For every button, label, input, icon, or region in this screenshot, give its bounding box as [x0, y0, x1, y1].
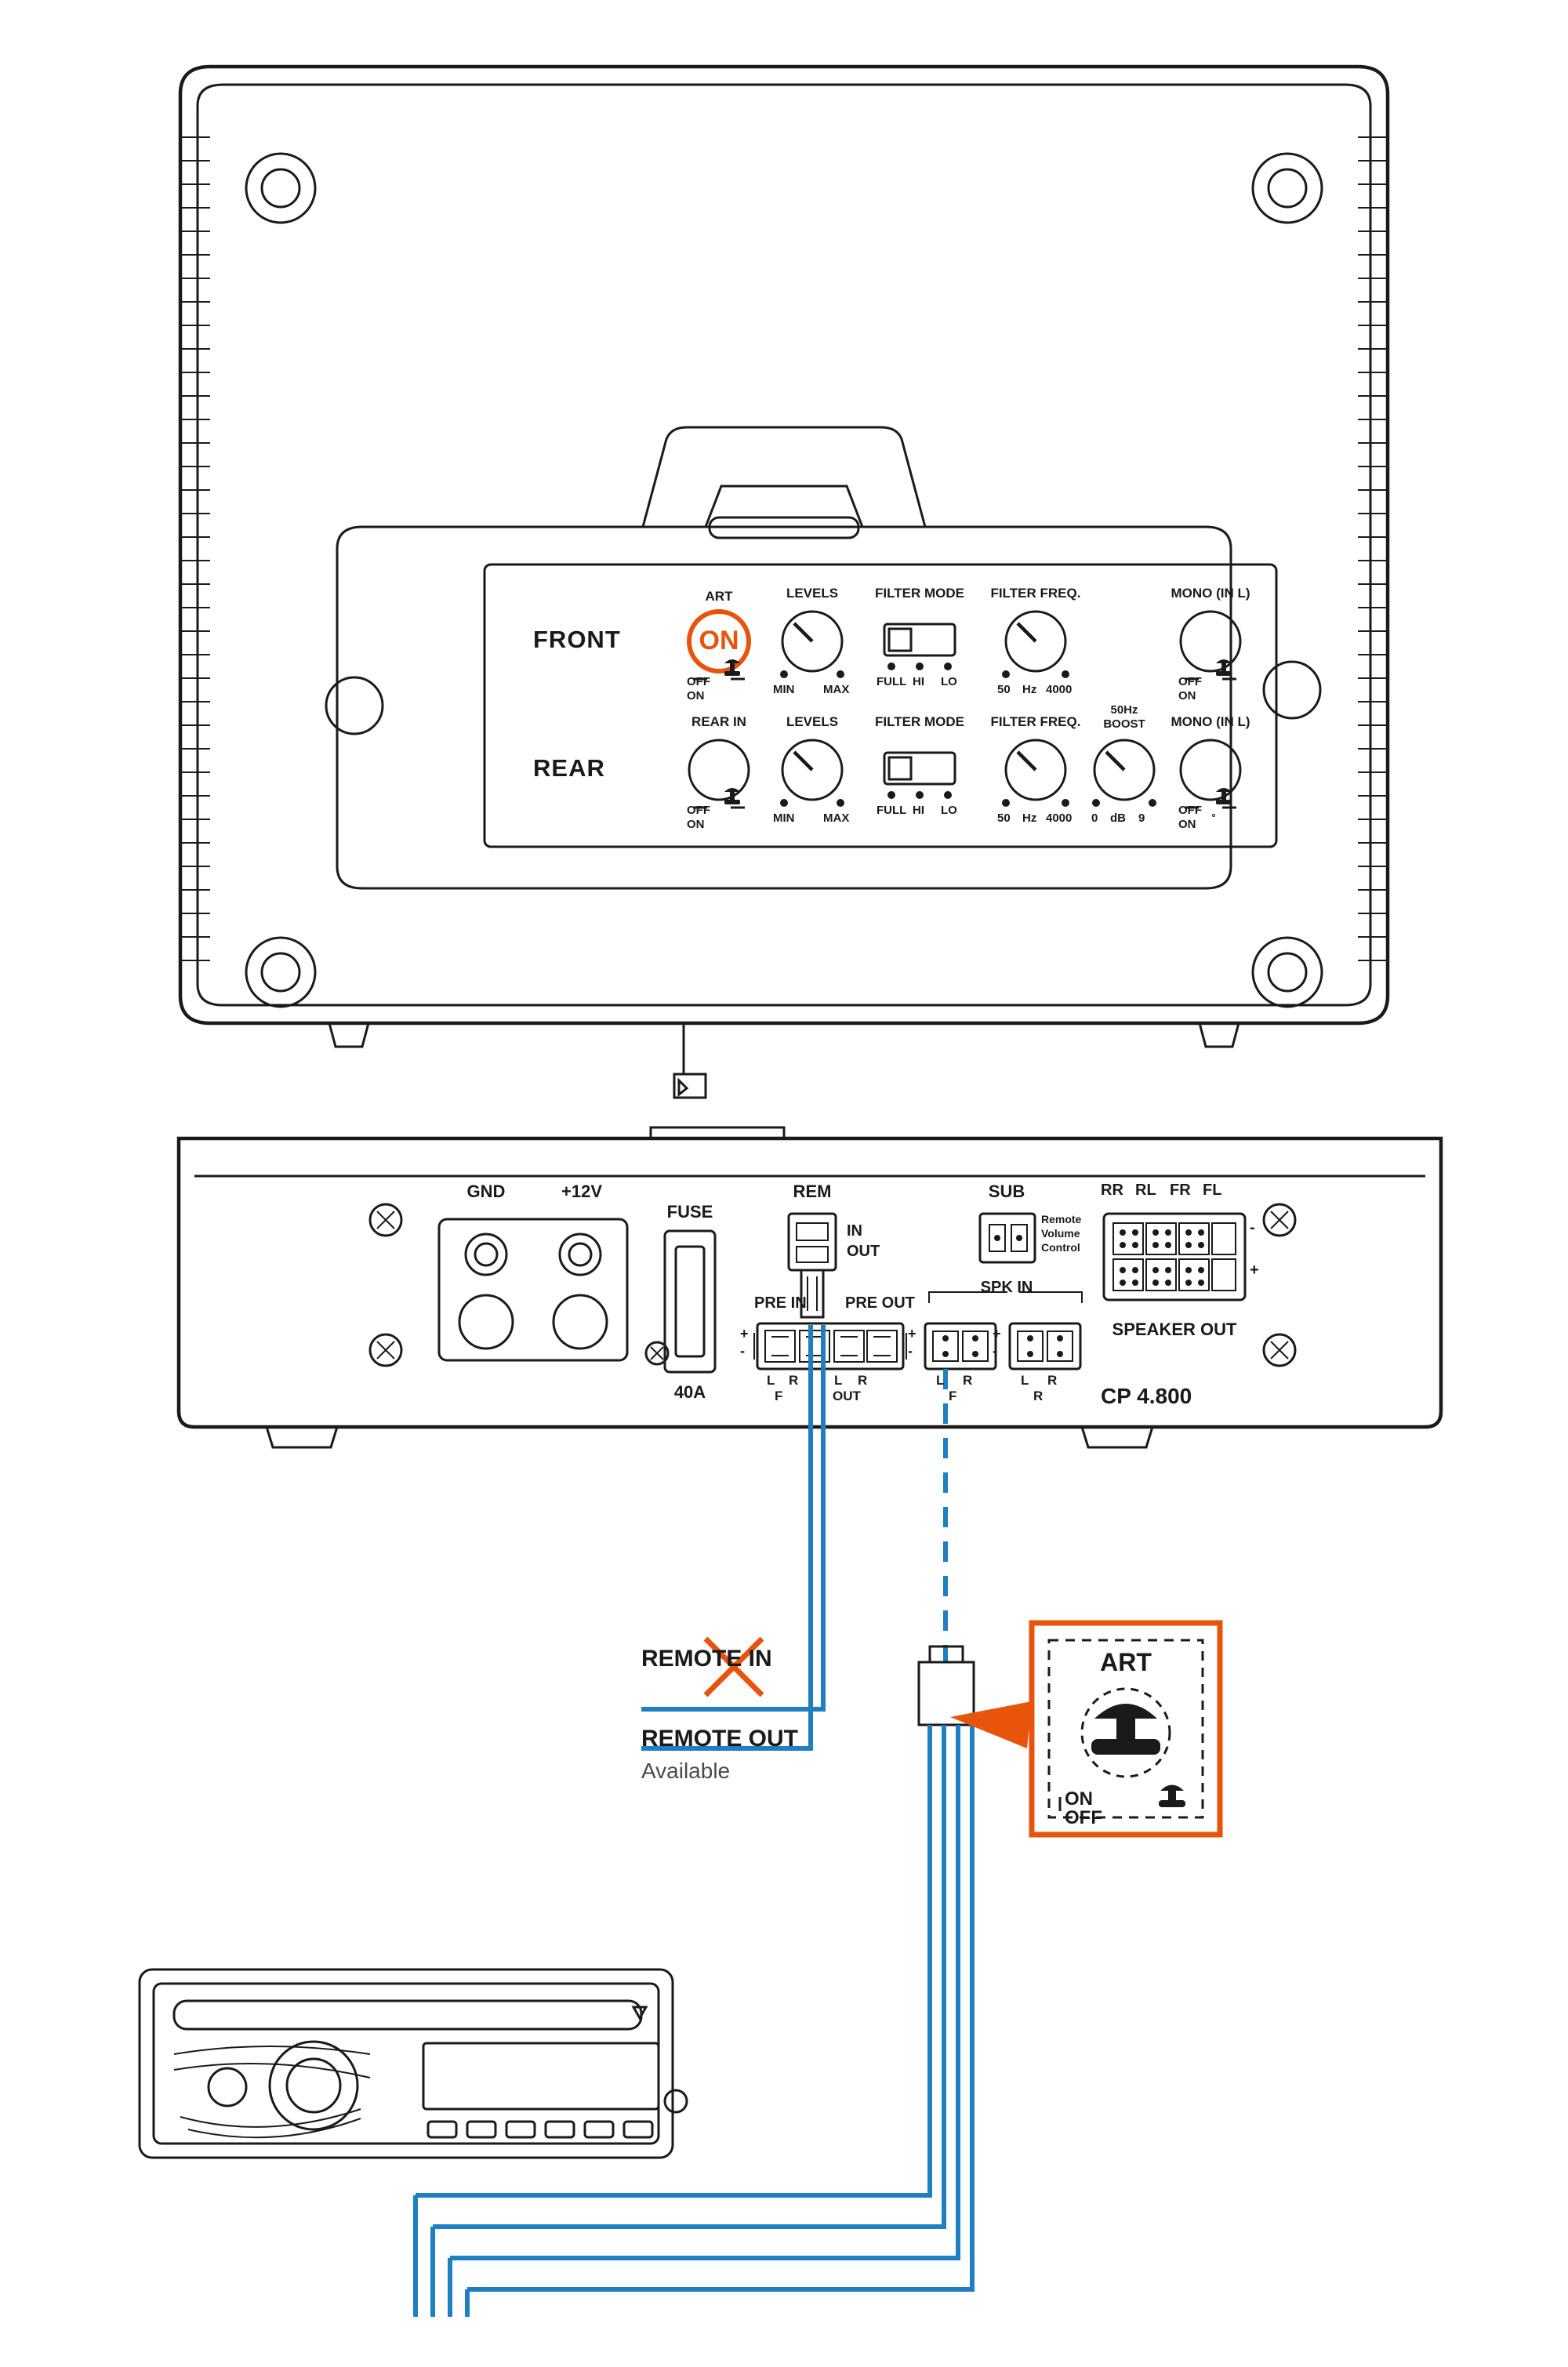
art-value-front[interactable]: ON — [699, 626, 739, 655]
fuse-label: FUSE — [666, 1202, 713, 1222]
sub-note-3: Control — [1041, 1241, 1080, 1254]
rem-out-label: OUT — [847, 1243, 880, 1260]
rear-in-title: REAR IN — [691, 714, 746, 729]
pre-minus: - — [740, 1343, 745, 1359]
filter-mode-lo-rear: LO — [941, 804, 957, 817]
levels-knob-front — [780, 612, 844, 678]
spk-in-r-l: L — [1021, 1373, 1029, 1388]
levels-min-front: MIN — [773, 683, 795, 696]
gnd-label: GND — [466, 1182, 506, 1201]
pre-in-out-block — [754, 1323, 906, 1369]
filter-freq-max-rear: 4000 — [1046, 811, 1073, 825]
panel-screw-tl — [370, 1204, 401, 1236]
rear-in-off: OFF — [687, 804, 710, 817]
mono-off-rear: OFF — [1178, 804, 1202, 817]
amplifier-top-view — [180, 67, 1388, 1098]
levels-max-rear: MAX — [823, 811, 850, 825]
filter-mode-switch-front — [884, 624, 955, 670]
art-off-label-front: OFF — [687, 675, 710, 688]
pre-in-label: PRE IN — [754, 1294, 807, 1312]
sub-connector — [980, 1214, 1035, 1262]
gnd-terminal — [439, 1219, 627, 1360]
front-row-label: FRONT — [533, 626, 621, 653]
rear-in-on: ON — [687, 818, 705, 831]
filter-mode-hi-front: HI — [913, 675, 924, 688]
spk-in-plus: + — [908, 1326, 916, 1341]
pre-out-label: PRE OUT — [845, 1294, 915, 1312]
filter-freq-min-front: 50 — [997, 683, 1011, 696]
art-on-label-front: ON — [687, 689, 705, 702]
boost-title-line1: 50Hz — [1110, 703, 1138, 717]
wiring-harness — [416, 1325, 974, 2317]
remote-in-annotation: REMOTE IN — [641, 1646, 772, 1672]
rem-label: REM — [793, 1182, 832, 1201]
mounting-hole-tr — [1253, 154, 1322, 223]
boost-unit: dB — [1110, 811, 1126, 825]
panel-screw-tr — [1264, 1204, 1295, 1236]
rear-in-switch — [689, 740, 749, 808]
levels-title-front: LEVELS — [786, 586, 839, 601]
spk-in-f: F — [949, 1389, 957, 1403]
filter-mode-full-rear: FULL — [877, 804, 907, 817]
filter-mode-title-front: FILTER MODE — [875, 586, 964, 601]
spk-in-f-r: R — [963, 1373, 973, 1388]
speaker-out-block — [1104, 1214, 1245, 1300]
remote-out-sub: Available — [641, 1759, 731, 1783]
filter-freq-unit-front: Hz — [1022, 683, 1037, 696]
art-callout-title: ART — [1100, 1648, 1152, 1676]
filter-freq-knob-front — [1002, 612, 1069, 678]
fuse-rating: 40A — [673, 1382, 706, 1402]
boost-knob-rear — [1092, 740, 1156, 807]
boost-min: 0 — [1091, 811, 1098, 825]
boost-max: 9 — [1138, 811, 1145, 825]
panel-screw-br — [1264, 1334, 1295, 1366]
filter-mode-hi-rear: HI — [913, 804, 924, 817]
filter-freq-knob-rear — [1002, 740, 1069, 807]
filter-mode-switch-rear — [884, 753, 955, 799]
pre-pin-r2: R — [858, 1373, 868, 1388]
levels-knob-rear — [780, 740, 844, 807]
filter-mode-title-rear: FILTER MODE — [875, 714, 964, 729]
boost-title-line2: BOOST — [1103, 717, 1145, 731]
speaker-out-fr: FR — [1170, 1182, 1191, 1199]
speaker-out-plus: + — [1250, 1262, 1259, 1279]
pre-plus: + — [740, 1326, 749, 1341]
speaker-out-minus: - — [1250, 1219, 1255, 1236]
mono-on-rear: ON — [1178, 818, 1196, 831]
rear-row-label: REAR — [533, 754, 605, 782]
mounting-hole-br — [1253, 938, 1322, 1007]
mounting-hole-tl — [246, 154, 315, 223]
speaker-out-rr: RR — [1101, 1182, 1123, 1199]
speaker-out-label: SPEAKER OUT — [1112, 1320, 1237, 1339]
spk-in-plus-2: + — [993, 1326, 1001, 1341]
model-label: CP 4.800 — [1101, 1384, 1192, 1408]
spk-in-f-l: L — [936, 1373, 945, 1388]
remote-out-annotation: REMOTE OUT — [641, 1726, 798, 1752]
fuse-holder — [665, 1231, 715, 1372]
filter-freq-max-front: 4000 — [1046, 683, 1073, 696]
levels-max-front: MAX — [823, 683, 850, 696]
filter-freq-min-rear: 50 — [997, 811, 1011, 825]
mono-title-rear: MONO (IN L) — [1171, 714, 1250, 729]
levels-min-rear: MIN — [773, 811, 795, 825]
mono-on-front: ON — [1178, 689, 1196, 702]
filter-freq-title-rear: FILTER FREQ. — [990, 714, 1081, 729]
art-callout-off: OFF — [1065, 1807, 1102, 1828]
spk-in-block-rear — [1010, 1292, 1082, 1369]
spk-in-label: SPK IN — [980, 1279, 1033, 1296]
spk-in-r: R — [1033, 1389, 1044, 1403]
pre-pin-r1: R — [789, 1373, 799, 1388]
spk-in-minus-2: - — [993, 1343, 997, 1359]
sub-label: SUB — [988, 1182, 1025, 1201]
pre-pin-l1: L — [767, 1373, 775, 1388]
sub-note-1: Remote — [1041, 1213, 1082, 1225]
mounting-hole-bl — [246, 938, 315, 1007]
rem-in-label: IN — [847, 1222, 862, 1240]
mono-off-front: OFF — [1178, 675, 1202, 688]
filter-freq-unit-rear: Hz — [1022, 811, 1037, 825]
spk-in-minus: - — [908, 1343, 913, 1359]
power-label: +12V — [561, 1182, 602, 1201]
speaker-out-rl: RL — [1135, 1182, 1156, 1199]
art-title-front: ART — [705, 589, 733, 604]
mono-title-front: MONO (IN L) — [1171, 586, 1250, 601]
panel-screw-bl — [370, 1334, 401, 1366]
filter-mode-full-front: FULL — [877, 675, 907, 688]
filter-mode-lo-front: LO — [941, 675, 957, 688]
art-callout-on: ON — [1065, 1788, 1093, 1810]
pre-pin-l2: L — [834, 1373, 843, 1388]
pre-pin-out: OUT — [833, 1389, 861, 1403]
filter-freq-title-front: FILTER FREQ. — [990, 586, 1081, 601]
head-unit — [140, 1969, 687, 2158]
speaker-out-fl: FL — [1203, 1182, 1222, 1199]
sub-note-2: Volume — [1041, 1227, 1080, 1240]
spk-in-r-r: R — [1047, 1373, 1058, 1388]
levels-title-rear: LEVELS — [786, 714, 839, 729]
pre-pin-f: F — [775, 1389, 783, 1403]
